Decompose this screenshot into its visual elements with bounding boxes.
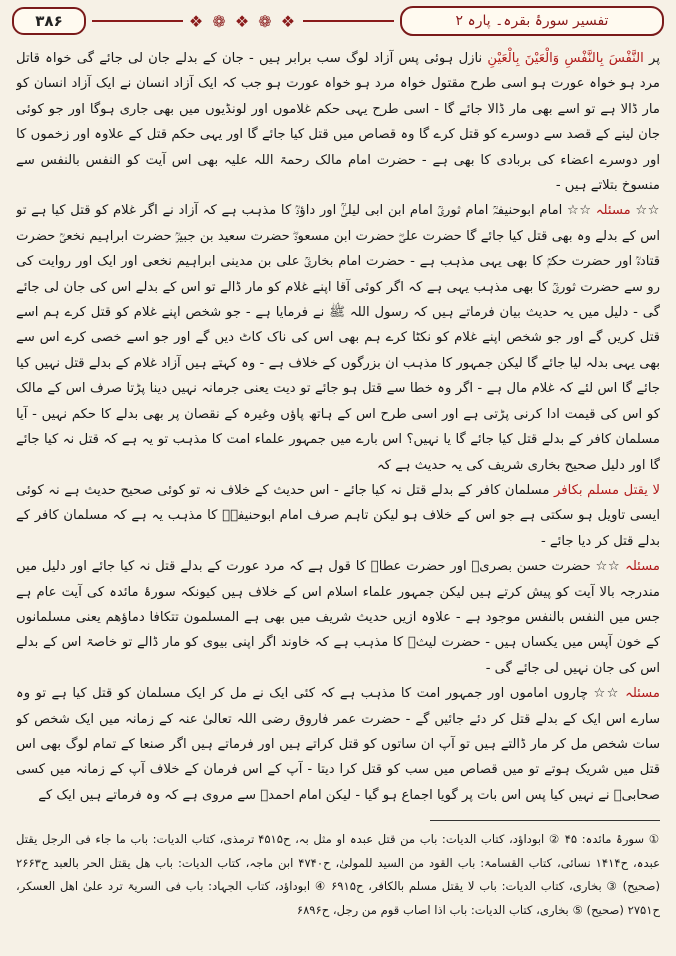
paragraph-5: [16, 681, 660, 808]
paragraph-body: ☆☆ امام ابوحنیفہؒ امام ثوریؒ امام ابن ابی لیلیٰؒ اور داؤدؒ کا مذہب ہے کہ آزاد نے اگر غلام کو قتل کیا ہے تو اس کے بدلے وہ بھی قتل کیا جائے گا حضرت علیؓ حضرت ابن مسعودؓ حضرت سعید بن جبیرؒ حضرت ابراہیم نخعیؒ حضرت قتادہؒ اور حضرت حکمؒ کا بھی یہی مذہب ہے - حضرت امام بخاریؒ علی بن مدینی ابراہیم نخعی اور ایک اور روایت کی رو سے حضرت ثوریؒ کا بھی مذہب یہی ہے کہ اگر کوئی آقا اپنے غلام کو مار ڈالے تو اس کے بدلے اس کی جان لی جائے گی - دلیل میں یہ حدیث بیان فرماتے ہیں کہ رسول اللہ ﷺ نے فرمایا ہے - جو شخص اپنے غلام کو قتل کرے ہم اسے قتل کریں گے اور جو شخص اپنے غلام کو نکٹا کرے ہم بھی اس کی ناک کاٹ دیں گے اور جو اسے خصی کرے اس سے بھی یہی بدلہ لیا جائے گا لیکن جمہور کا مذہب ان بزرگوں کے خلاف ہے - وہ کہتے ہیں آزاد غلام کے بدلے قتل نہیں کیا جائے گا اس لئے کہ غلام مال ہے - اگر وہ خطا سے قتل ہو جائے تو دیت یعنی جرمانہ نہیں دینا پڑتا صرف اس کے مالک کو اس کی قیمت ادا کرنی پڑتی ہے اور اسی طرح اس کے ہاتھ پاؤں وغیرہ کے نقصان پر بھی بدلے کا حکم نہیں - آیا مسلمان کافر کے بدلے قتل کیا جائے گا یا نہیں؟ اس بارے میں جمہور علماء امت کا مذہب تو یہ ہے کہ قتل نہ کیا جائے گا اور دلیل صحیح بخاری شریف کی یہ حدیث ہے کہ: [16, 203, 660, 473]
paragraph-prefix: پر: [643, 51, 660, 66]
paragraph-body: ☆☆ چاروں اماموں اور جمہور امت کا مذہب ہے کہ کئی ایک نے مل کر ایک مسلمان کو قتل کیا ہے تو وہ سارے اس ایک کے بدلے قتل کر دئے جائیں گے - حضرت عمر فاروق رضی اللہ تعالیٰ عنہ کے زمانہ میں ایک شخص کو سات شخص مل کر مار ڈالتے ہیں تو آپ ان ساتوں کو قتل کراتے ہیں اور فرماتے ہیں اگر صنعا کے تمام لوگ بھی اس قتل میں شریک ہوتے تو میں قصاص میں سب کو قتل کرا دیتا - آپ کے اس فرمان کے خلاف آپ کے زمانہ میں کسی صحابیؓ نے نہیں کیا پس اس بات پر گویا اجماع ہو گیا - لیکن امام احمدؒ سے مروی ہے کہ وہ فرماتے ہیں ایک کے: [16, 686, 660, 803]
main-text: [16, 46, 660, 810]
paragraph-2: [16, 198, 660, 477]
paragraph-prefix: ☆☆: [630, 203, 660, 219]
header-ornament: [92, 10, 394, 32]
paragraph-4: [16, 554, 660, 681]
footnotes: [16, 828, 660, 950]
footnote-text: ① سورۂ مائدہ: ۴۵ ② ابوداؤد، کتاب الدیات: باب من قتل عبدہ او مثل بہ، ح۴۵۱۵ ترمذی، کتاب الدیات: باب ما جاء فی الرجل یقتل عبدہ، ح۱۴۱۴ نسائی، کتاب القسامۃ: باب القود من السید للمولیٰ، ح۴۷۴۰ ابن ماجہ، کتاب الدیات: باب ھل یقتل الحر بالعبد ح۲۶۶۳ (صحیح) ③ بخاری، کتاب الدیات: باب لا یقتل مسلم بالکافر، ح۶۹۱۵ ④ ابوداؤد، کتاب الجہاد: باب فی السریۃ ترد علیٰ اھل العسکر، ح۲۷۵۱ (صحیح) ⑤ بخاری، کتاب الدیات: باب اذا اصاب قوم من رجل، ح۶۸۹۶: [16, 832, 660, 917]
paragraph-1: [16, 46, 660, 198]
highlight-arabic: لا يقتل مسلم بكافر: [553, 482, 660, 498]
ornament-glyphs: ❖ ❁ ❖ ❁ ❖: [188, 11, 298, 31]
running-title: تفسیر سورۂ بقرہ۔ پارہ ۲: [400, 6, 664, 36]
masala-heading: مسئلہ: [625, 686, 660, 702]
masala-heading: مسئلہ: [595, 203, 631, 219]
page-header: [12, 6, 664, 36]
paragraph-body: نازل ہوئی پس آزاد لوگ سب برابر ہیں - جان کے بدلے جان لی جائے گی خواہ قاتل مرد ہو خواہ عورت ہو اسی طرح مقتول خواہ مرد ہو خواہ عورت ہو جب کہ ایک آزاد انسان نے ایک آزاد انسان کو مار ڈالا ہے تو اسے بھی مار ڈالا جائے گا - اسی طرح یہی حکم غلاموں اور لونڈیوں میں بھی جاری ہوگا اور جو کوئی جان لینے کے قصد سے دوسرے کو قتل کرے گا وہ قصاص میں قتل کیا جائے گا اور یہی حکم قتل کے علاوہ اور زخموں کا اور دوسرے اعضاء کی بربادی کا بھی ہے - حضرت امام مالک رحمۃ اللہ علیہ بھی اس آیت کو النفس بالنفس سے منسوخ بتلاتے ہیں -: [16, 51, 660, 194]
ornament-rule-left: [92, 20, 183, 22]
masala-heading: مسئلہ: [625, 559, 660, 575]
paragraph-body: مسلمان کافر کے بدلے قتل نہ کیا جائے - اس حدیث کے خلاف نہ تو کوئی صحیح حدیث ہے نہ کوئی ایسی تاویل ہو سکتی ہے جو اس کے خلاف ہو لیکن تاہم صرف امام ابوحنیفہؒ کا مذہب یہ ہے کہ مسلمان کافر کے بدلے قتل کر دیا جائے -: [16, 482, 660, 549]
highlight-arabic: النَّفْسَ بِالنَّفْسِ وَالْعَيْنَ بِالْعَيْنِ: [487, 51, 644, 66]
paragraph-body: ☆☆ حضرت حسن بصریؒ اور حضرت عطاؒ کا قول ہے کہ مرد عورت کے بدلے قتل نہ کیا جائے اور دلیل میں مندرجہ بالا آیت کو پیش کرتے ہیں لیکن جمہور علماء اسلام اس کے خلاف ہیں کیونکہ سورۂ مائدہ کی آیت عام ہے جس میں النفس بالنفس موجود ہے - علاوہ ازیں حدیث شریف میں بھی ہے المسلمون تتكافا دماؤهم یعنی مسلمانوں کے خون آپس میں یکساں ہیں - حضرت لیثؒ کا مذہب ہے کہ خاوند اگر اپنی بیوی کو مار ڈالے تو خاصۃ اس کے بدلے اس کی جان نہیں لی جائے گی -: [16, 559, 660, 676]
page-number: ۳۸۶: [12, 7, 86, 35]
paragraph-3: [16, 478, 660, 554]
footnote-divider: [430, 820, 660, 821]
ornament-rule-right: [303, 20, 394, 22]
